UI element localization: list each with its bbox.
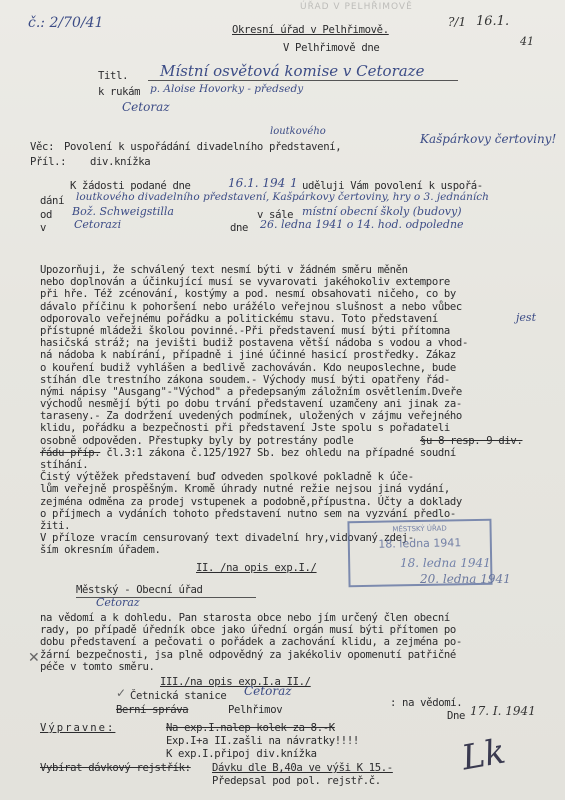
body-line: taraseny.- Za dodržení uvedených podmínek, uložených v zájmu veřejného bbox=[40, 410, 462, 423]
body-line: Čistý výtěžek představení buď odveden spolkové pokladně k úče- bbox=[40, 471, 414, 484]
section-3-town-handwritten: Cetoraz bbox=[244, 684, 292, 698]
request-line-1b: uděluji Vám povolení k uspořá- bbox=[302, 180, 483, 192]
subject-play-title-handwritten: Kašpárkovy čertoviny! bbox=[420, 132, 557, 146]
recipient-rule bbox=[148, 80, 458, 81]
section-3-gendarmerie: Četnická stanice bbox=[130, 690, 227, 702]
dispatch-line-2: Exp.I+a II.zašli na návratky!!!! bbox=[166, 735, 359, 747]
section-2-paragraph bbox=[40, 612, 462, 673]
request-venue-handwritten: místní obecní školy (budovy) bbox=[302, 205, 462, 218]
subject-insert-handwritten: loutkového bbox=[270, 126, 326, 137]
recipient-handwritten: Místní osvětová komise v Cetoraze bbox=[160, 62, 425, 80]
request-line-4b: dne bbox=[230, 222, 249, 234]
corner-mark: ?/1 bbox=[448, 15, 467, 29]
body-line-law bbox=[40, 447, 468, 459]
request-datetime-handwritten: 26. ledna 1941 o 14. hod. odpoledne bbox=[260, 218, 464, 231]
section-3-note: : na vědomí. bbox=[390, 697, 463, 709]
section-2-line: péče v tomto směru. bbox=[40, 660, 155, 673]
dispatch-line-3: K exp.I.připoj div.knížka bbox=[166, 748, 317, 760]
body-line: lům veřejně prospěšným. Kromě úhrady nutné režie nejsou jiná vydání, bbox=[40, 483, 450, 496]
section-3-tax-town: Pelhřimov bbox=[228, 704, 283, 716]
subject-label: Věc: bbox=[30, 141, 55, 153]
section-2-town-handwritten: Cetoraz bbox=[96, 596, 140, 609]
stamp-office-text: MĚSTSKÝ ÚŘAD bbox=[392, 524, 447, 534]
body-line: dávalo příčinu k pohoršení nebo urážélo veřejnou slušnost a nebo vůbec bbox=[40, 300, 462, 313]
body-line: nými nápisy "Ausgang"-"Východ" a předepsaným záložním osvětlením.Dveře bbox=[40, 385, 462, 398]
body-line: stíhání. bbox=[40, 459, 89, 471]
stamp-date-1: 18. ledna 1941 bbox=[378, 536, 462, 551]
body-line: odporovalo veřejnému pořádku a politickému stavu. Toto představení bbox=[40, 312, 438, 325]
section-2-line: dobu představení a pečovati o pořádek a zachování klidu, a zejména po- bbox=[40, 636, 462, 649]
collect-label: Vybírat dávkový rejstřík: bbox=[40, 762, 191, 774]
request-line-2a: dání bbox=[40, 195, 65, 207]
request-town-handwritten: Cetorazi bbox=[74, 218, 122, 231]
request-line-4a: v bbox=[40, 222, 47, 234]
stamp-date-3: 20. ledna 1941 bbox=[420, 572, 511, 586]
body-line: stíhán dle trestního zákona soudem.- Východy musí býti opatřeny řád- bbox=[40, 373, 450, 386]
dispatch-date-label: Dne bbox=[447, 710, 466, 722]
body-line: o kouření budiž vyhlášen a bedlivě zachováván. Kdo neuposlechne, bude bbox=[40, 361, 456, 374]
body-line: ná nádoba k nabírání, případně i jiné účinné hasicí prostředky. Zákaz bbox=[40, 349, 456, 362]
body-line: zejména odměna za prodej vstupenek a podobně,přípustna. Účty a doklady bbox=[40, 495, 462, 508]
body-line: nebo doplnován a účinkující musí se vyvarovati jakéhokoliv extempore bbox=[40, 276, 450, 289]
section-2-line: žární bezpečnosti, jsa plně odpovědný za jakékoliv opomenutí patřičné bbox=[40, 648, 456, 661]
margin-mark: ✕ bbox=[28, 650, 40, 666]
body-line: Upozorňuji, že schválený text nesmí býti v žádném směru měněn bbox=[40, 264, 408, 276]
dispatch-date-handwritten: 17. I. 1941 bbox=[470, 704, 536, 718]
section-2-line: na vědomí a k dohledu. Pan starosta obce nebo jím určený člen obecní bbox=[40, 612, 450, 624]
law-struck-paragraph: §u 8 resp. 9 div. bbox=[420, 435, 523, 447]
k-rukam-label: k rukám bbox=[98, 86, 141, 98]
check-mark-1: ✓ bbox=[116, 686, 127, 700]
request-date-handwritten: 16.1. 194 bbox=[228, 176, 286, 190]
conditions-paragraph bbox=[40, 264, 468, 557]
dispatch-line-4: Dávku dle B,40a ve výši K 15.- bbox=[212, 762, 393, 774]
dispatch-line-1: Na exp.I.nalep kolek za 8.-K bbox=[166, 722, 335, 734]
body-line: východů nesmějí býti po dobu trvání představení uzamčeny ani jinak za- bbox=[40, 398, 462, 411]
body-line: při hře. Též zcénování, kostýmy a pod. nesmí obsahovati ničeho, co by bbox=[40, 288, 456, 301]
signature: Lk bbox=[458, 731, 509, 779]
corner-sub: 41 bbox=[520, 35, 534, 48]
request-performance-handwritten: loutkového divadelního představení, Kašpárkovy čertoviny, hry o 3. jednáních bbox=[76, 191, 489, 203]
section-2-title: II. /na opis exp.I./ bbox=[196, 562, 317, 574]
body-line: ším okresním úřadem. bbox=[40, 544, 161, 557]
law-struck-text: řádu příp. bbox=[40, 446, 101, 459]
body-handnote: jest bbox=[516, 311, 536, 324]
dispatch-label: Výpravne: bbox=[40, 722, 116, 734]
attachment-text: div.knížka bbox=[90, 156, 151, 168]
dispatch-line-5: Předepsal pod pol. rejstř.č. bbox=[212, 775, 381, 787]
request-line-3a: od bbox=[40, 209, 53, 221]
body-line: přístupné mládeži školou povinné.-Při představení musí býti přítomna bbox=[40, 324, 450, 337]
stamp-date-2: 18. ledna 1941 bbox=[400, 556, 491, 570]
reference-number: č.: 2/70/41 bbox=[28, 15, 104, 31]
body-line: hasičská stráž; na jevišti budiž postavena větší nádoba s vodou a vhod- bbox=[40, 337, 468, 350]
town-handwritten: Cetoraz bbox=[122, 100, 170, 114]
corner-date: 16.1. bbox=[476, 14, 510, 29]
request-line-1a: K žádosti podané dne bbox=[70, 180, 191, 192]
faint-top-stamp: ÚŘAD V PELHŘIMOVĚ bbox=[300, 2, 413, 12]
body-line: o příjmech a vydáních tohoto představení nutno sem na vyzvání předlo- bbox=[40, 507, 456, 520]
office-heading: Okresní úřad v Pelhřimově. bbox=[232, 24, 389, 36]
place-date-line: V Pelhřimově dne bbox=[283, 42, 380, 54]
request-year-handwritten: 1 bbox=[290, 176, 298, 190]
law-text: čl.3:1 zákona č.125/1927 Sb. bez ohledu na případné soudní bbox=[106, 446, 456, 459]
request-author-handwritten: Bož. Schweigstilla bbox=[72, 205, 174, 218]
body-line: osobně odpověden. Přestupky byly by potrestány podle bbox=[40, 434, 354, 447]
request-line-3b: v sále bbox=[257, 209, 294, 221]
body-line: žiti. bbox=[40, 519, 71, 532]
titl-label: Titl. bbox=[98, 70, 129, 82]
attachment-label: Příl.: bbox=[30, 156, 67, 168]
section-3-tax-office: Berní správa bbox=[116, 704, 189, 716]
subject-text: Povolení k uspořádání divadelního představení, bbox=[64, 141, 342, 153]
body-line: klidu, pořádku a bezpečnosti při představení Jste spolu s pořadateli bbox=[40, 422, 450, 435]
k-rukam-handwritten: p. Aloise Hovorky - předsedy bbox=[150, 83, 304, 95]
body-line: V příloze vracím censurovaný text divadelní hry,vidovaný zdej- bbox=[40, 532, 414, 545]
section-2-line: rady, po případě úředník obce jako úřední orgán musí býti přítomen po bbox=[40, 624, 456, 637]
section-2-office: Městský - Obecní úřad bbox=[76, 584, 203, 596]
section-3-title: III./na opis exp.I.a II./ bbox=[160, 676, 311, 688]
